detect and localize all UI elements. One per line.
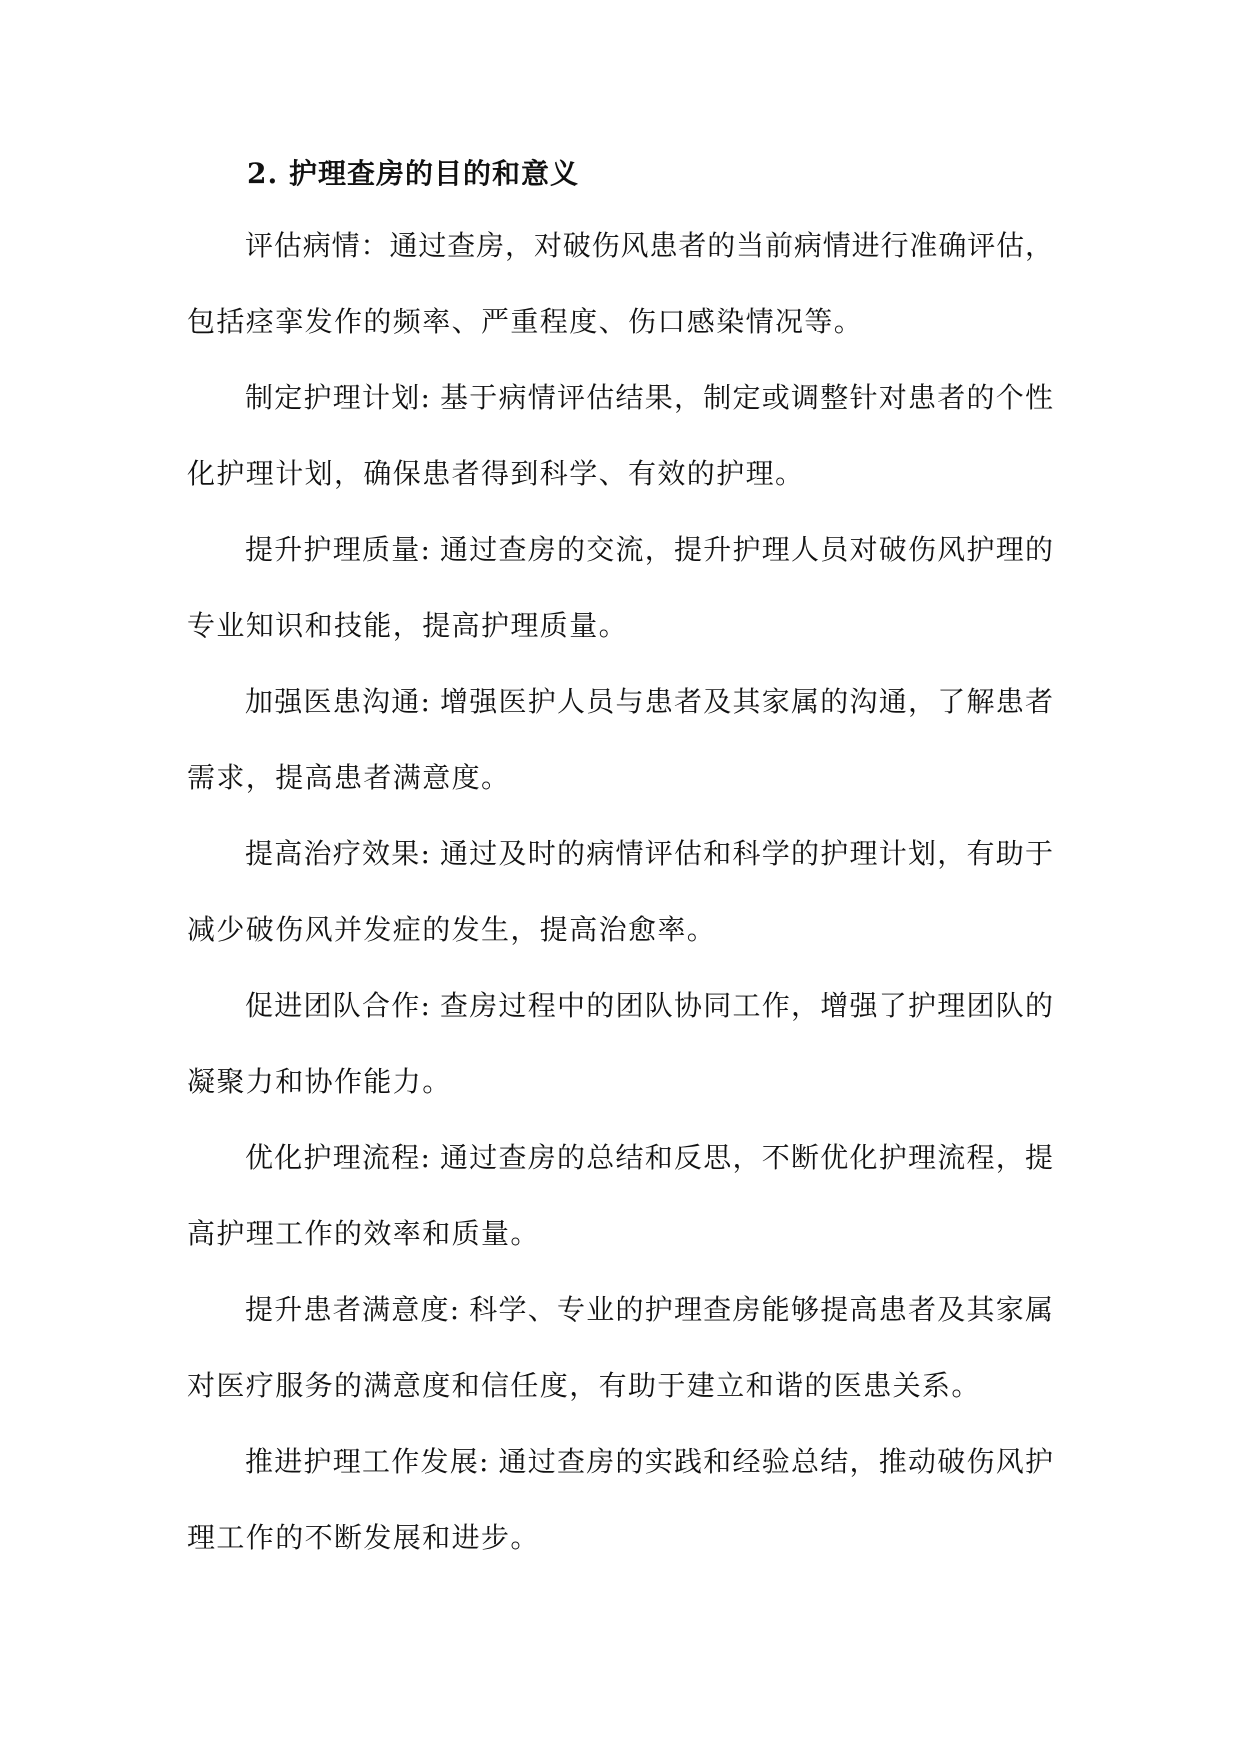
paragraph-last-line: 需求，提高患者满意度。 (187, 761, 511, 794)
paragraph-treatment-effect (187, 816, 1053, 968)
paragraph-last-line: 包括痉挛发作的频率、严重程度、伤口感染情况等。 (187, 305, 864, 338)
paragraph-teamwork (187, 968, 1053, 1120)
paragraph-care-quality (187, 512, 1053, 664)
paragraph-care-plan (187, 360, 1053, 512)
paragraph-last-line: 凝聚力和协作能力。 (187, 1065, 452, 1098)
paragraph-last-line: 专业知识和技能，提高护理质量。 (187, 609, 629, 642)
paragraph-first-line: 促进团队合作: 查房过程中的团队协同工作，增强了护理团队的 (245, 989, 1053, 1022)
paragraph-communication (187, 664, 1053, 816)
paragraph-last-line: 化护理计划，确保患者得到科学、有效的护理。 (187, 457, 805, 490)
paragraph-evaluate-condition (187, 208, 1053, 360)
section-heading: 2. 护理查房的目的和意义 (247, 157, 579, 190)
paragraph-first-line: 提升患者满意度: 科学、专业的护理查房能够提高患者及其家属 (245, 1293, 1053, 1326)
paragraph-first-line: 推进护理工作发展: 通过查房的实践和经验总结，推动破伤风护 (245, 1445, 1053, 1478)
paragraph-first-line: 优化护理流程: 通过查房的总结和反思，不断优化护理流程，提 (245, 1141, 1053, 1174)
paragraph-first-line: 制定护理计划: 基于病情评估结果，制定或调整针对患者的个性 (245, 381, 1053, 414)
paragraph-last-line: 高护理工作的效率和质量。 (187, 1217, 540, 1250)
paragraph-last-line: 减少破伤风并发症的发生，提高治愈率。 (187, 913, 717, 946)
paragraph-first-line: 提升护理质量: 通过查房的交流，提升护理人员对破伤风护理的 (245, 533, 1053, 566)
paragraph-first-line: 加强医患沟通: 增强医护人员与患者及其家属的沟通，了解患者 (245, 685, 1053, 718)
paragraph-process-optimization (187, 1120, 1053, 1272)
paragraph-first-line: 提高治疗效果: 通过及时的病情评估和科学的护理计划，有助于 (245, 837, 1053, 870)
paragraph-work-development (187, 1424, 1053, 1576)
document-body (187, 140, 1053, 1576)
paragraph-last-line: 对医疗服务的满意度和信任度，有助于建立和谐的医患关系。 (187, 1369, 981, 1402)
paragraph-first-line: 评估病情：通过查房，对破伤风患者的当前病情进行准确评估， (245, 229, 1053, 262)
paragraph-patient-satisfaction (187, 1272, 1053, 1424)
paragraph-last-line: 理工作的不断发展和进步。 (187, 1521, 540, 1554)
